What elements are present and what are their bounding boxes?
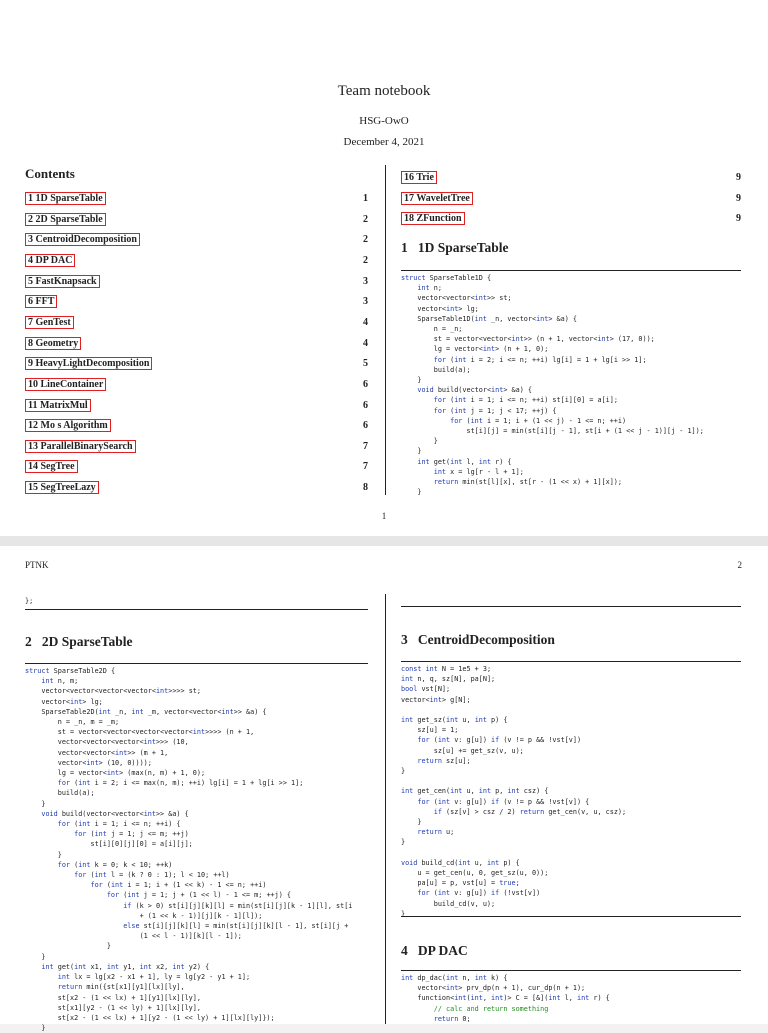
section-heading-1d-sparsetable bbox=[401, 240, 509, 256]
toc-page-number: 9 bbox=[736, 172, 741, 183]
toc-link[interactable]: 18 ZFunction bbox=[401, 212, 465, 225]
toc-link[interactable]: 5 FastKnapsack bbox=[25, 275, 100, 288]
toc-page-number: 1 bbox=[363, 193, 368, 204]
code-block-1d-sparsetable: struct SparseTable1D { int n; vector<vector<int>> st; vector<int> lg; SparseTable1D(int _n, vector<int> &a) { n = _n; st = vector<vector<int>> (n + 1, vector<int> (17, 0)); lg = vector<int> (n + 1, 0); for (int i = 2; i <= n; ++i) lg[i] = 1 + lg[i >> 1]; build(a); } void build(vector<int> &a) { for (int i = 1; i <= n; ++i) st[i][0] = a[i]; for (int j = 1; j < 17; ++j) { for (int i = 1; i + (1 << j) - 1 <= n; ++i) st[i][j] = min(st[i][j - 1], st[i + (1 << j - 1)][j - 1]); } } int get(int l, int r) { int x = lg[r - l + 1]; return min(st[l][x], st[r - (1 << x) + 1][x]); } bbox=[401, 274, 704, 497]
toc-link[interactable]: 13 ParallelBinarySearch bbox=[25, 440, 136, 453]
toc-entry bbox=[25, 275, 368, 289]
toc-link[interactable]: 15 SegTreeLazy bbox=[25, 481, 99, 494]
section-number: 1 bbox=[401, 240, 408, 255]
toc-entry bbox=[25, 419, 368, 433]
toc-entry bbox=[401, 171, 741, 185]
toc-page-number: 7 bbox=[363, 440, 368, 452]
section-number: 3 bbox=[401, 632, 408, 647]
toc-entry bbox=[25, 213, 368, 227]
toc-link[interactable]: 17 WaveletTree bbox=[401, 192, 473, 205]
toc-page-number: 4 bbox=[363, 337, 368, 349]
toc-entry bbox=[25, 399, 368, 413]
toc-entry bbox=[25, 295, 368, 309]
section-heading-2d-sparsetable bbox=[25, 634, 133, 650]
toc-page-number: 8 bbox=[363, 482, 368, 494]
section-title: 2D SparseTable bbox=[41, 634, 133, 649]
toc-link[interactable]: 7 GenTest bbox=[25, 316, 74, 329]
section-number: 4 bbox=[401, 943, 408, 958]
page-2 bbox=[0, 546, 768, 1033]
code-block-2d-sparsetable: struct SparseTable2D { int n, m; vector<vector<vector<vector<int>>>> st; vector<int> lg; SparseTable2D(int _n, int _m, vector<vector<int>> &a) { n = _n, m = _m; st = vector<vector<vector<vector<int>>>> (n + 1, vector<vector<vector<int>>> (10, vector<vector<int>> (m + 1, vector<int> (10, 0)))); lg = vector<int> (max(n, m) + 1, 0); for (int i = 2; i <= max(n, m); ++i) lg[i] = 1 + lg[i >> 1]; build(a); } void build(vector<vector<int>> &a) { for (int i = 1; i <= n; ++i) { for (int j = 1; j <= m; ++j) st[i][0][j][0] = a[i][j]; } for (int k = 0; k < 10; ++k) for (int l = (k ? 0 : 1); l < 10; ++l) for (int i = 1; i + (1 << k) - 1 <= n; ++i) for (int j = 1; j + (1 << l) - 1 <= m; ++j) { if (k > 0) st[i][j][k][l] = min(st[i][j][k - 1][l], st[i + (1 << k - 1)][j][k - 1][l]); else st[i][j][k][l] = min(st[i][j][k][l - 1], st[i][j + (1 << l - 1)][k][l - 1]); } } int get(int x1, int y1, int x2, int y2) { int lx = lg[x2 - x1 + 1], ly = lg[y2 - y1 + 1]; return min({st[x1][y1][lx][ly], st[x2 - (1 << lx) + 1][y1][lx][ly], st[x1][y2 - (1 << ly) + 1][lx][ly], st[x2 - (1 << lx) + 1][y2 - (1 << ly) + 1][lx][ly]}); } bbox=[25, 667, 353, 1033]
toc-link[interactable]: 4 DP DAC bbox=[25, 254, 75, 267]
toc-link[interactable]: 11 MatrixMul bbox=[25, 399, 91, 412]
code-top-rule bbox=[25, 663, 368, 664]
section-heading-dp-dac bbox=[401, 943, 468, 959]
code-top-rule bbox=[401, 270, 741, 271]
toc-link[interactable]: 1 1D SparseTable bbox=[25, 192, 106, 205]
toc-link[interactable]: 8 Geometry bbox=[25, 337, 81, 350]
toc-link[interactable]: 2 2D SparseTable bbox=[25, 213, 106, 226]
code-block-centroid: const int N = 1e5 + 3; int n, q, sz[N], pa[N]; bool vst[N]; vector<int> g[N]; int get_sz(int u, int p) { sz[u] = 1; for (int v: g[u]) if (v != p && !vst[v]) sz[u] += get_sz(v, u); return sz[u]; } int get_cen(int u, int p, int csz) { for (int v: g[u]) if (v != p && !vst[v]) { if (sz[v] > csz / 2) return get_cen(v, u, csz); } return u; } void build_cd(int u, int p) { u = get_cen(u, 0, get_sz(u, 0)); pa[u] = p, vst[u] = true; for (int v: g[u]) if (!vst[v]) build_cd(v, u); } bbox=[401, 665, 627, 918]
toc-entry bbox=[25, 192, 368, 206]
toc-page-number: 3 bbox=[363, 296, 368, 308]
toc-link[interactable]: 12 Mo s Algorithm bbox=[25, 419, 111, 432]
code-top-rule bbox=[401, 661, 741, 662]
document-date: December 4, 2021 bbox=[343, 136, 425, 148]
column-divider bbox=[385, 165, 386, 495]
column-divider bbox=[385, 594, 386, 1024]
toc-page-number: 7 bbox=[363, 461, 368, 473]
toc-entry bbox=[25, 378, 368, 392]
section-title: CentroidDecomposition bbox=[417, 632, 555, 647]
document-title: Team notebook bbox=[337, 83, 431, 99]
toc-entry bbox=[25, 316, 368, 330]
toc-entry bbox=[25, 233, 368, 247]
toc-link[interactable]: 9 HeavyLightDecomposition bbox=[25, 357, 152, 370]
toc-page-number: 2 bbox=[363, 213, 368, 225]
toc-page-number: 6 bbox=[363, 420, 368, 432]
code-bottom-rule bbox=[401, 606, 741, 607]
code-block-dp-dac: int dp_dac(int n, int k) { vector<int> prv_dp(n + 1), cur_dp(n + 1); function<int(int, int)> C = [&](int l, int r) { // calc and return something return 0; bbox=[401, 974, 610, 1023]
toc-link[interactable]: 3 CentroidDecomposition bbox=[25, 233, 140, 246]
toc-page-number: 6 bbox=[363, 399, 368, 411]
toc-page-number: 4 bbox=[363, 316, 368, 328]
section-title: DP DAC bbox=[417, 943, 468, 958]
toc-entry bbox=[25, 460, 368, 474]
contents-heading: Contents bbox=[25, 166, 75, 181]
section-number: 2 bbox=[25, 634, 32, 649]
toc-entry bbox=[25, 254, 368, 268]
toc-entry bbox=[25, 337, 368, 351]
toc-page-number: 9 bbox=[736, 192, 741, 204]
toc-link[interactable]: 10 LineContainer bbox=[25, 378, 106, 391]
code-bottom-rule bbox=[401, 916, 741, 917]
toc-page-number: 6 bbox=[363, 378, 368, 390]
code-carryover: }; bbox=[25, 597, 34, 605]
code-top-rule bbox=[401, 970, 741, 971]
toc-entry bbox=[25, 481, 368, 495]
code-bottom-rule bbox=[25, 609, 368, 610]
toc-page-number: 9 bbox=[736, 213, 741, 225]
toc-page-number: 2 bbox=[363, 234, 368, 246]
page-number: 2 bbox=[737, 560, 742, 570]
toc-link[interactable]: 14 SegTree bbox=[25, 460, 78, 473]
toc-entry bbox=[401, 192, 741, 206]
toc-entry bbox=[25, 440, 368, 454]
running-head: PTNK bbox=[25, 560, 49, 570]
page-number: 1 bbox=[381, 511, 387, 521]
toc-link[interactable]: 16 Trie bbox=[401, 171, 437, 184]
page-gap bbox=[0, 536, 768, 546]
toc-page-number: 3 bbox=[363, 275, 368, 287]
section-heading-centroid bbox=[401, 632, 555, 648]
toc-entry bbox=[25, 357, 368, 371]
toc-link[interactable]: 6 FFT bbox=[25, 295, 57, 308]
toc-page-number: 2 bbox=[363, 254, 368, 266]
section-title: 1D SparseTable bbox=[417, 240, 509, 255]
document-author: HSG-OwO bbox=[359, 115, 409, 127]
toc-page-number: 5 bbox=[363, 358, 368, 370]
toc-entry bbox=[401, 212, 741, 226]
